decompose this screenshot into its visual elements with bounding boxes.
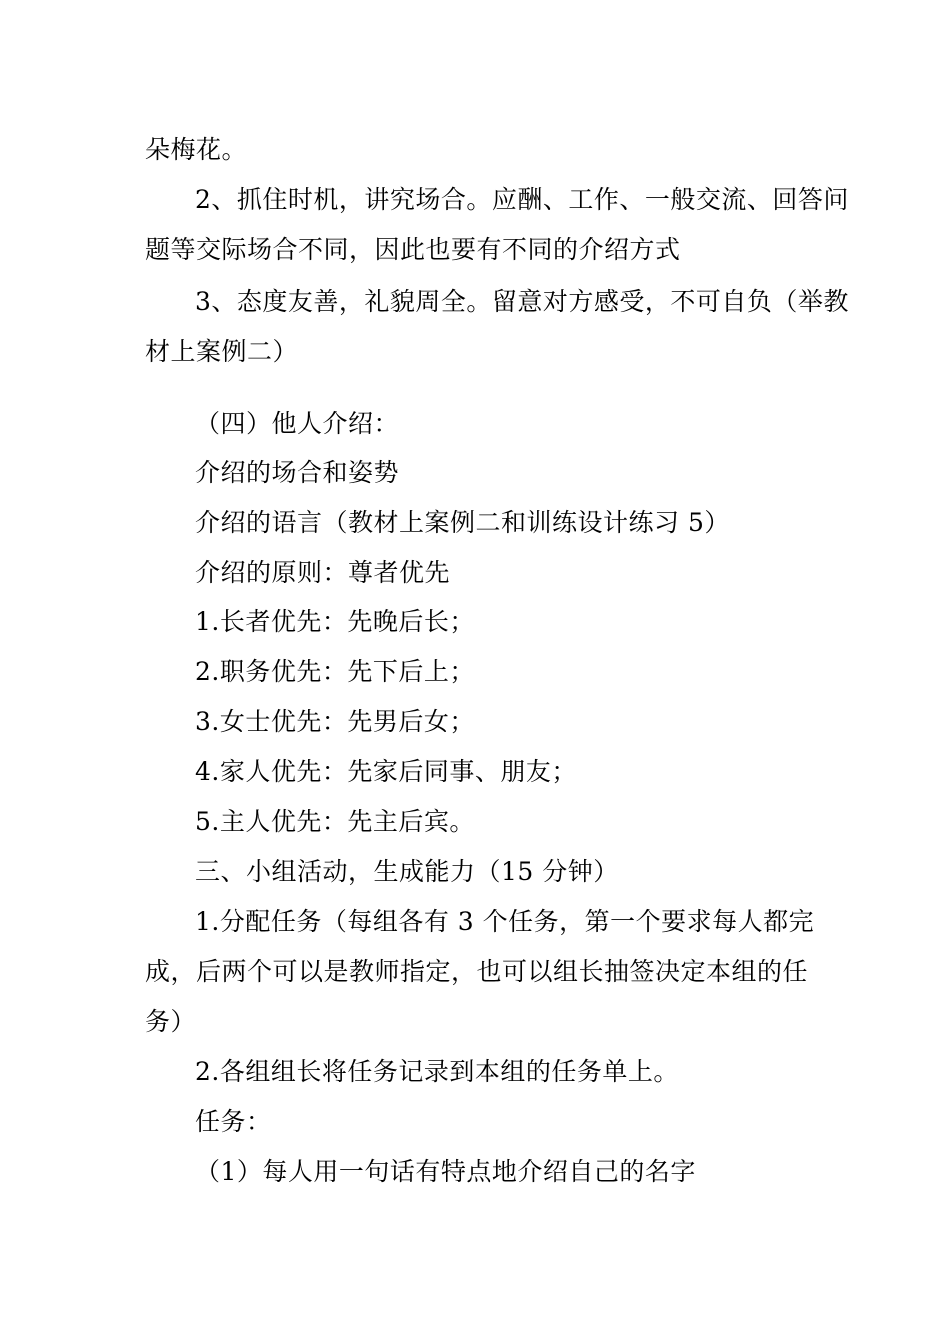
list-item: 2.职务优先：先下后上；	[195, 657, 475, 686]
paragraph-line: 介绍的原则：尊者优先	[195, 558, 451, 587]
list-item: （1）每人用一句话有特点地介绍自己的名字	[195, 1157, 696, 1186]
section-heading: 三、小组活动，生成能力（15 分钟）	[195, 857, 619, 886]
paragraph-line: 任务：	[195, 1107, 272, 1136]
list-item: 3.女士优先：先男后女；	[195, 707, 475, 736]
list-item: 5.主人优先：先主后宾。	[195, 807, 475, 836]
paragraph-line: 材上案例二）	[145, 337, 299, 366]
paragraph-line: 2、抓住时机，讲究场合。应酬、工作、一般交流、回答问	[195, 185, 849, 214]
paragraph-line: 介绍的场合和姿势	[195, 458, 400, 487]
section-heading: （四）他人介绍：	[195, 409, 400, 438]
paragraph-line: 介绍的语言（教材上案例二和训练设计练习 5）	[195, 508, 730, 537]
list-item: 1.长者优先：先晚后长；	[195, 607, 475, 636]
paragraph-line: 题等交际场合不同，因此也要有不同的介绍方式	[145, 235, 681, 264]
paragraph-line: 务）	[145, 1007, 197, 1036]
list-item: 4.家人优先：先家后同事、朋友；	[195, 757, 577, 786]
paragraph-line: 成，后两个可以是教师指定，也可以组长抽签决定本组的任	[145, 957, 809, 986]
paragraph-line: 2.各组组长将任务记录到本组的任务单上。	[195, 1057, 679, 1086]
paragraph-line: 1.分配任务（每组各有 3 个任务，第一个要求每人都完	[195, 907, 815, 936]
paragraph-line: 3、态度友善，礼貌周全。留意对方感受，不可自负（举教	[195, 287, 849, 316]
paragraph-line: 朵梅花。	[145, 135, 248, 164]
